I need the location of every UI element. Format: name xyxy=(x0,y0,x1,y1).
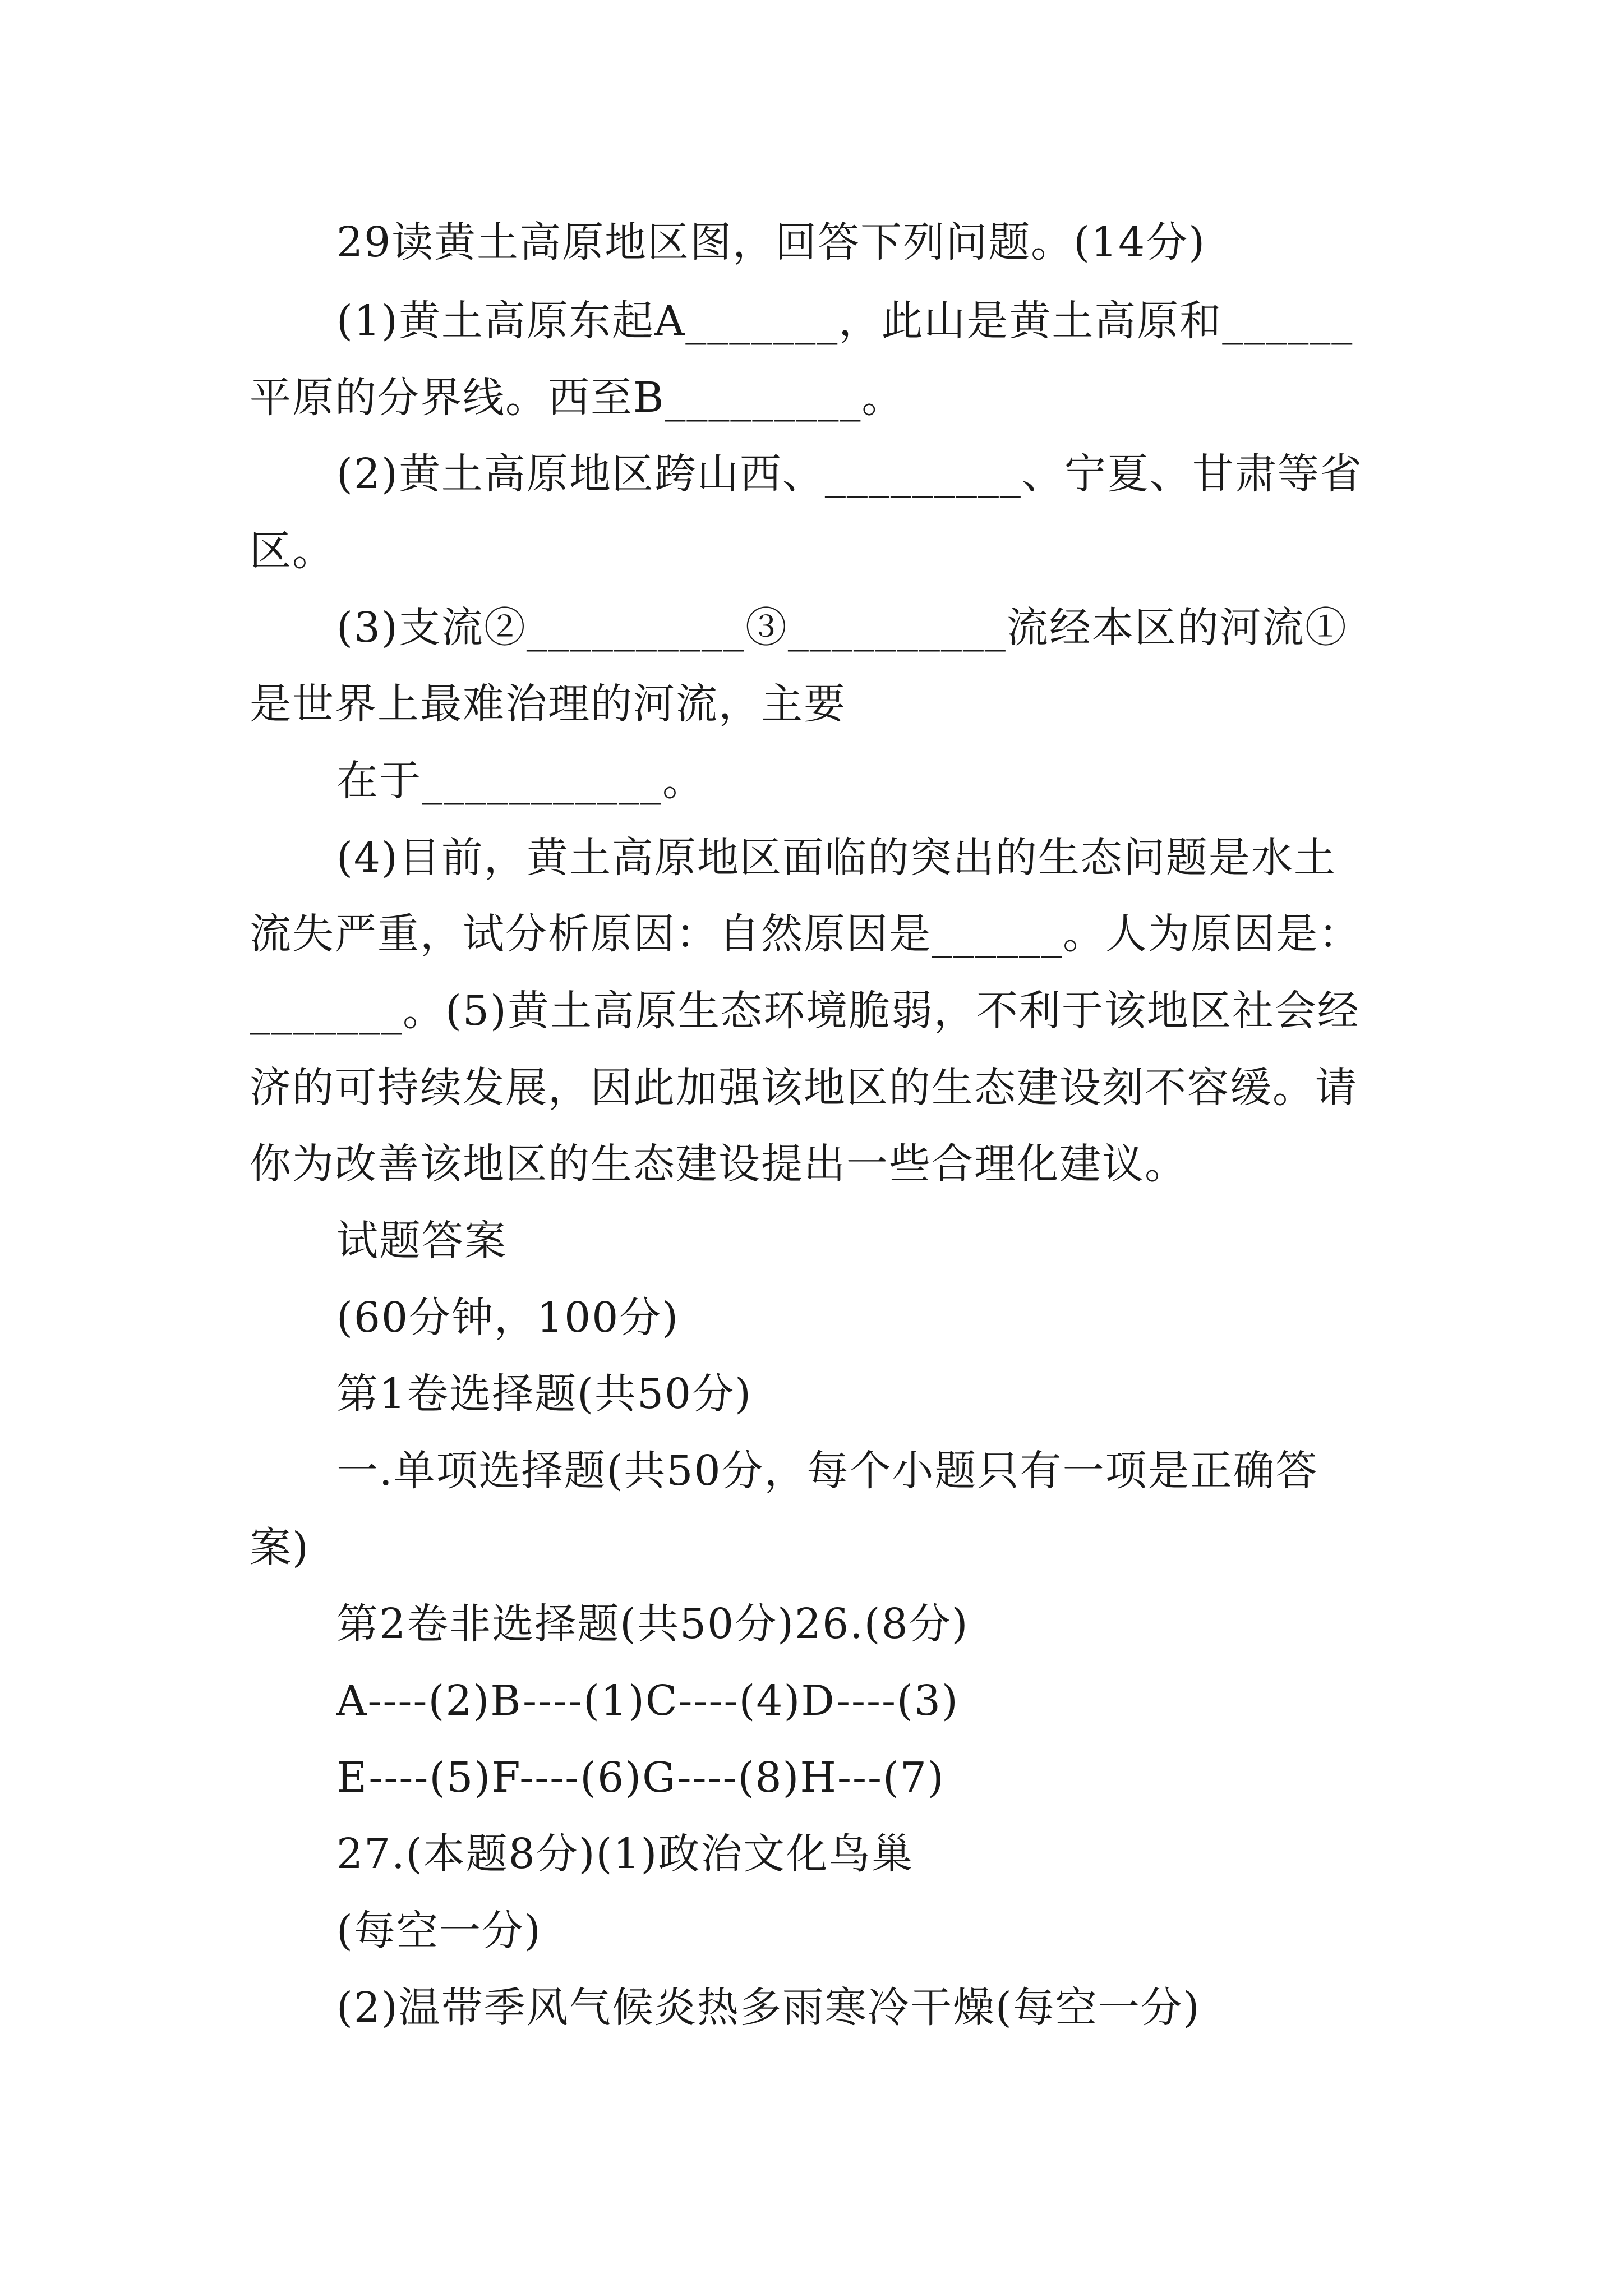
question-29-part-1-line-1: (1)黄土高原东起A_______，此山是黄土高原和______ xyxy=(336,297,1354,345)
answer-27-part-2: (2)温带季风气候炎热多雨寒冷干燥(每空一分) xyxy=(336,1984,1201,2032)
question-29-part-3-line-2: 是世界上最难治理的河流，主要 xyxy=(250,680,846,728)
section-1-instructions-2: 案) xyxy=(250,1524,310,1572)
question-29-part-3-line-3: 在于___________。 xyxy=(336,757,705,805)
question-29-part-4-line-1: (4)目前，黄土高原地区面临的突出的生态问题是水土 xyxy=(336,834,1336,882)
question-29-part-2-line-1: (2)黄土高原地区跨山西、_________、宁夏、甘肃等省 xyxy=(336,450,1363,498)
section-2-heading: 第2卷非选择题(共50分)26.(8分) xyxy=(336,1600,969,1648)
answer-26-row-1: A----(2)B----(1)C----(4)D----(3) xyxy=(336,1677,959,1725)
answer-26-row-2: E----(5)F----(6)G----(8)H---(7) xyxy=(336,1754,945,1802)
section-1-instructions-1: 一.单项选择题(共50分，每个小题只有一项是正确答 xyxy=(336,1447,1318,1495)
exam-duration-score: (60分钟，100分) xyxy=(336,1294,680,1342)
answers-heading: 试题答案 xyxy=(336,1217,507,1265)
question-29-part-3-line-1: (3)支流②__________③__________流经本区的河流① xyxy=(336,604,1348,652)
question-29-part-5-line-3: 你为改善该地区的生态建设提出一些合理化建议。 xyxy=(250,1140,1187,1188)
question-29-part-4-line-2: 流失严重，试分析原因：自然原因是______。人为原因是： xyxy=(250,910,1361,958)
question-29-part-5-line-2: 济的可持续发展，因此加强该地区的生态建设刻不容缓。请 xyxy=(250,1064,1358,1112)
question-29-part-5-line-1: _______。(5)黄土高原生态环境脆弱，不利于该地区社会经 xyxy=(250,987,1360,1035)
question-29-part-1-line-2: 平原的分界线。西至B_________。 xyxy=(250,374,905,422)
question-29-title: 29读黄土高原地区图，回答下列问题。(14分) xyxy=(336,218,1206,266)
question-29-part-2-line-2: 区。 xyxy=(250,527,335,575)
section-1-heading: 第1卷选择题(共50分) xyxy=(336,1370,752,1418)
answer-27-part-1: 27.(本题8分)(1)政治文化鸟巢 xyxy=(336,1830,914,1878)
answer-27-part-1-note: (每空一分) xyxy=(336,1907,542,1955)
